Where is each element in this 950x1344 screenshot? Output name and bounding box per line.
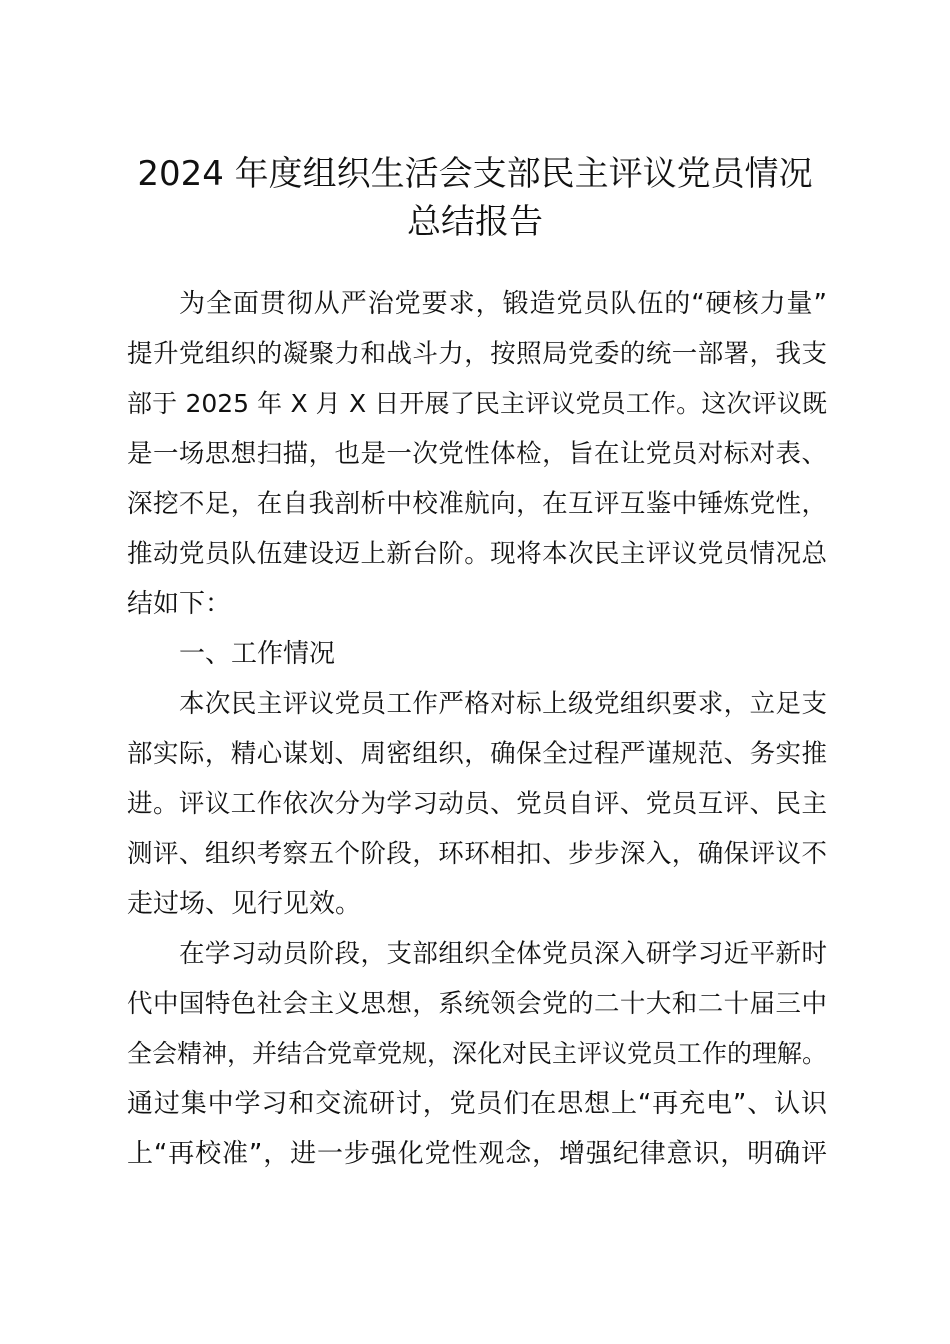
document-title [110,150,840,246]
text-line: 在学习动员阶段，支部组织全体党员深入研学习近平新时 [179,939,827,969]
paragraph-study-stage [127,929,827,1179]
section-heading [127,629,827,679]
text-line: 代中国特色社会主义思想，系统领会党的二十大和二十届三中 [127,989,827,1019]
text-line: 部于 2025 年 X 月 X 日开展了民主评议党员工作。这次评议既 [127,389,827,418]
text-line: 结如下： [127,589,232,619]
text-line: 测评、组织考察五个阶段，环环相扣、步步深入，确保评议不 [127,839,827,869]
document-body [127,279,827,1179]
text-line: 部实际，精心谋划、周密组织，确保全过程严谨规范、务实推 [127,739,827,769]
text-line: 进。评议工作依次分为学习动员、党员自评、党员互评、民主 [127,789,827,819]
text-line: 走过场、见行见效。 [127,889,362,919]
text-line: 是一场思想扫描，也是一次党性体检，旨在让党员对标对表、 [127,439,827,469]
text-line: 上“再校准”，进一步强化党性观念，增强纪律意识，明确评 [127,1139,827,1169]
text-line: 为全面贯彻从严治党要求，锻造党员队伍的“硬核力量” [179,289,827,319]
text-line: 提升党组织的凝聚力和战斗力，按照局党委的统一部署，我支 [127,339,827,369]
text-line: 全会精神，并结合党章党规，深化对民主评议党员工作的理解。 [127,1039,828,1068]
title-line-1: 2024 年度组织生活会支部民主评议党员情况 [137,154,813,194]
title-line-2: 总结报告 [407,202,543,242]
text-line: 本次民主评议党员工作严格对标上级党组织要求，立足支 [179,689,827,719]
text-line: 深挖不足，在自我剖析中校准航向，在互评互鉴中锤炼党性， [127,489,827,519]
section-heading-text: 一、工作情况 [179,639,336,669]
paragraph-intro [127,279,827,629]
text-line: 推动党员队伍建设迈上新台阶。现将本次民主评议党员情况总 [127,539,827,569]
paragraph-overview [127,679,827,929]
text-line: 通过集中学习和交流研讨，党员们在思想上“再充电”、认识 [127,1089,827,1119]
